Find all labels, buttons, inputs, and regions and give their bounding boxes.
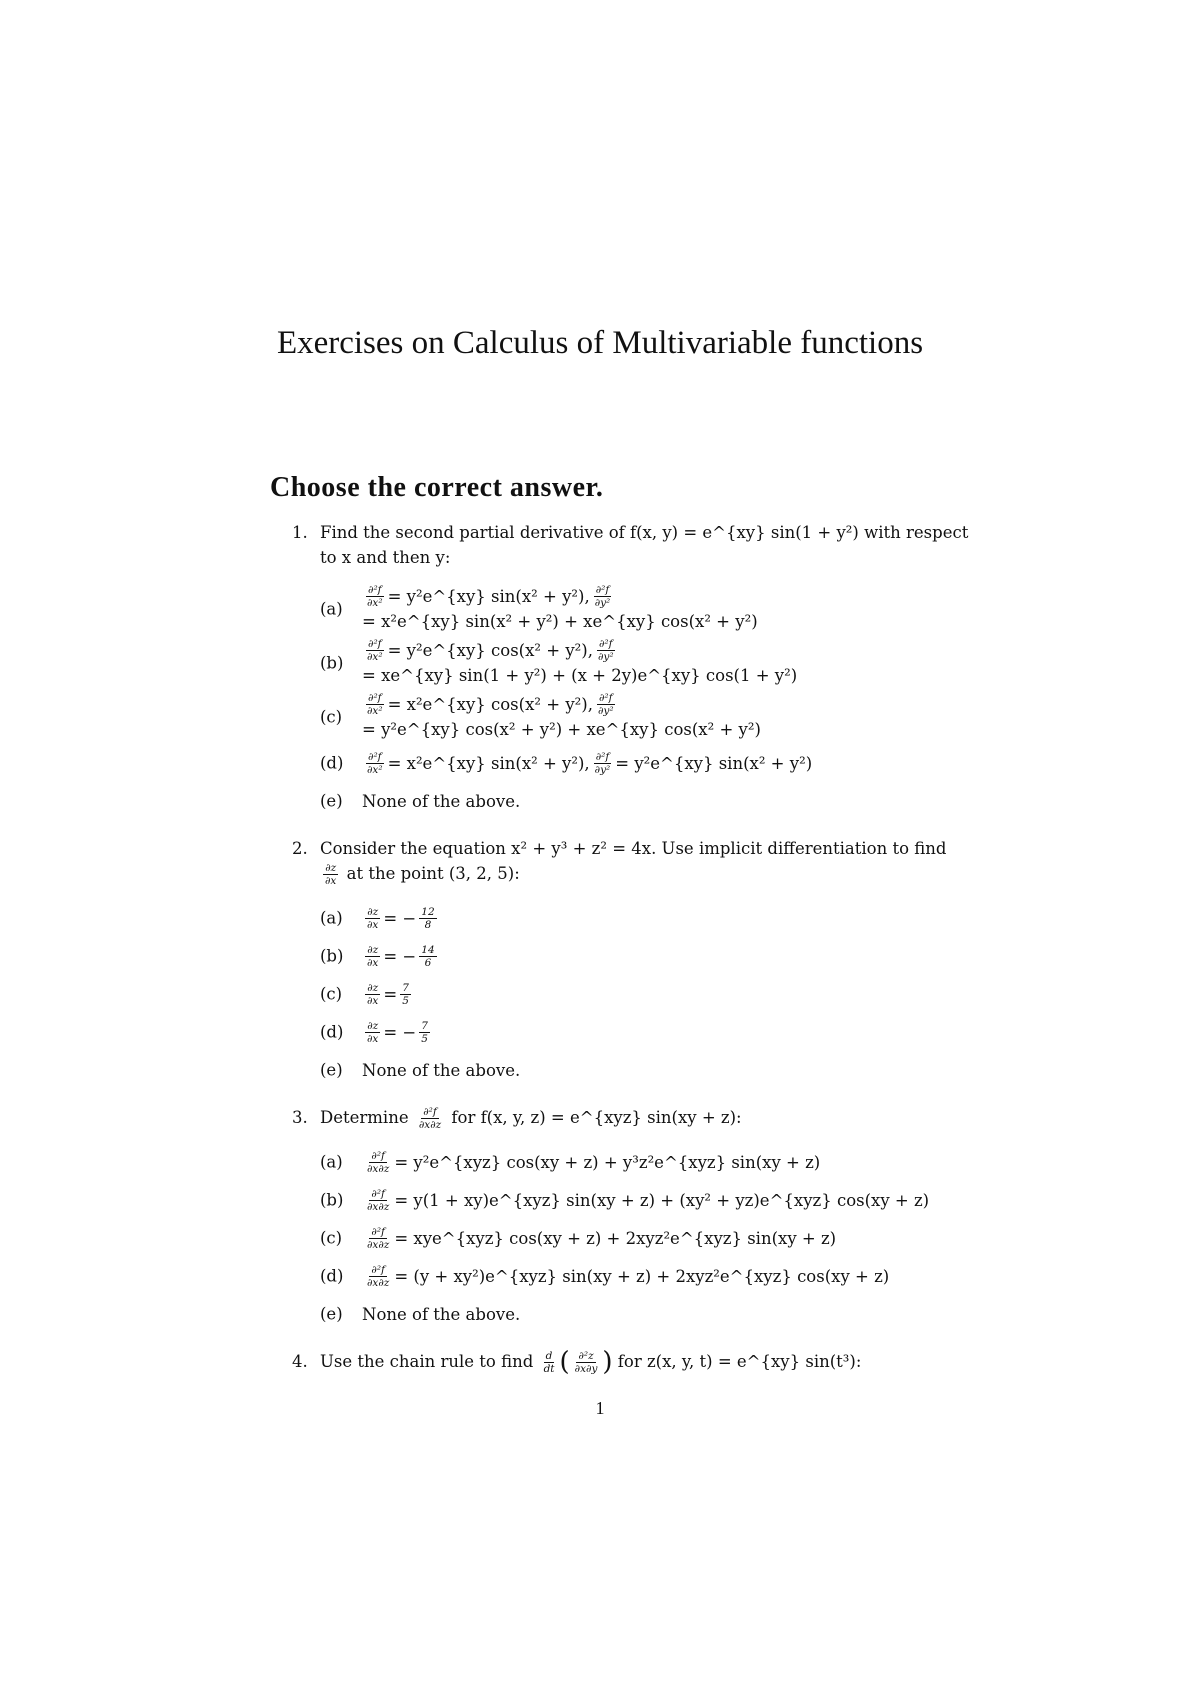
- option-list: [320, 887, 970, 1105]
- question-text-post: for f(x, y, z) = e^{xyz} sin(xy + z):: [451, 1108, 742, 1127]
- frac-numerator: ∂²f: [368, 584, 382, 596]
- option-label: (e): [320, 1060, 343, 1080]
- frac-denominator: ∂x²: [367, 651, 383, 663]
- fraction: [365, 982, 380, 1007]
- question-number: 4.: [292, 1352, 308, 1371]
- option-label: (d): [320, 753, 344, 773]
- question-list: [270, 520, 970, 1375]
- option-label: (c): [320, 1228, 343, 1248]
- frac-denominator: ∂x∂z: [367, 1162, 390, 1175]
- fraction: [542, 1350, 557, 1375]
- option-label: (c): [320, 707, 343, 727]
- option-e[interactable]: [320, 1297, 970, 1331]
- section-heading: Choose the correct answer.: [270, 472, 604, 503]
- fraction: [323, 862, 338, 887]
- question-4: [270, 1349, 970, 1375]
- frac-denominator: ∂x²: [367, 705, 383, 717]
- frac-numerator: 14: [421, 943, 435, 956]
- fraction: [365, 1226, 391, 1251]
- option-expression: = xe^{xy} sin(1 + y²) + (x + 2y)e^{xy} cos(1 + y²): [362, 666, 798, 685]
- right-paren: ): [602, 1347, 613, 1377]
- option-e[interactable]: [320, 784, 970, 818]
- option-label: (e): [320, 1304, 343, 1324]
- question-text-post: at the point (3, 2, 5):: [346, 864, 520, 883]
- option-expression: = (y + xy²)e^{xyz} sin(xy + z) + 2xyz²e^{xyz} cos(xy + z): [394, 1266, 890, 1286]
- question-text: [320, 836, 970, 887]
- question-text: Find the second partial derivative of f(x, y) = e^{xy} sin(1 + y²) with respect to x and then y:: [320, 523, 969, 567]
- equals-sign: =: [383, 984, 398, 1004]
- option-expression: = y(1 + xy)e^{xyz} sin(xy + z) + (xy² + yz)e^{xyz} cos(xy + z): [394, 1190, 930, 1210]
- frac-denominator: ∂x∂z: [367, 1238, 390, 1251]
- fraction: [593, 584, 613, 609]
- option-d[interactable]: [320, 746, 970, 780]
- frac-numerator: ∂z: [367, 943, 379, 956]
- option-expression: = y²e^{xy} cos(x² + y²),: [387, 641, 593, 660]
- fraction: [365, 692, 385, 717]
- fraction: [400, 982, 411, 1007]
- option-expression: = y²e^{xy} sin(x² + y²): [615, 753, 813, 773]
- frac-numerator: ∂²f: [368, 638, 382, 650]
- option-label: (c): [320, 984, 343, 1004]
- option-label: (b): [320, 1190, 344, 1210]
- option-a[interactable]: [320, 901, 970, 935]
- frac-numerator: ∂z: [367, 905, 379, 918]
- fraction: [365, 1020, 380, 1045]
- option-e[interactable]: [320, 1053, 970, 1087]
- option-expression: = x²e^{xy} sin(x² + y²) + xe^{xy} cos(x² + y²): [362, 612, 758, 631]
- frac-numerator: ∂²f: [371, 1149, 385, 1162]
- option-label: (a): [320, 908, 343, 928]
- fraction: [365, 906, 380, 931]
- frac-denominator: 8: [424, 918, 432, 931]
- page-number: 1: [595, 1398, 605, 1418]
- option-label: (e): [320, 791, 343, 811]
- page-title: Exercises on Calculus of Multivariable functions: [276, 325, 924, 361]
- fraction: [365, 751, 385, 776]
- option-list: [320, 570, 970, 836]
- frac-denominator: ∂y²: [594, 597, 611, 609]
- option-b[interactable]: [320, 939, 970, 973]
- fraction: [419, 944, 436, 969]
- question-3: [270, 1105, 970, 1349]
- fraction: [573, 1350, 600, 1375]
- frac-denominator: ∂x∂z: [367, 1200, 390, 1213]
- frac-denominator: ∂x∂z: [418, 1119, 442, 1131]
- question-text-post: for z(x, y, t) = e^{xy} sin(t³):: [617, 1352, 862, 1371]
- question-number: 2.: [292, 839, 308, 858]
- frac-numerator: ∂²f: [598, 692, 613, 704]
- frac-numerator: ∂z: [367, 1019, 379, 1032]
- frac-numerator: ∂²f: [371, 1225, 385, 1238]
- option-a[interactable]: [320, 584, 970, 634]
- question-text-pre: Consider the equation x² + y³ + z² = 4x. Use implicit differentiation to find: [320, 839, 947, 858]
- frac-denominator: ∂x∂z: [367, 1276, 390, 1289]
- question-text-pre: Determine: [320, 1108, 409, 1127]
- frac-denominator: ∂x: [325, 875, 337, 887]
- frac-numerator: ∂²f: [371, 1187, 385, 1200]
- question-text: [320, 1349, 970, 1375]
- option-text: None of the above.: [362, 1304, 521, 1324]
- option-text: None of the above.: [362, 791, 521, 811]
- frac-numerator: ∂²f: [595, 584, 610, 596]
- fraction: [593, 751, 613, 776]
- option-expression: = y²e^{xy} sin(x² + y²),: [387, 587, 590, 606]
- question-number: 1.: [292, 523, 308, 542]
- frac-denominator: 5: [402, 994, 409, 1007]
- question-2: [270, 836, 970, 1105]
- fraction: [365, 638, 385, 663]
- option-a[interactable]: [320, 1145, 970, 1179]
- option-b[interactable]: [320, 638, 970, 688]
- question-text-pre: Use the chain rule to find: [320, 1352, 534, 1371]
- option-expression: = xye^{xyz} cos(xy + z) + 2xyz²e^{xyz} sin(xy + z): [394, 1228, 837, 1248]
- fraction: [365, 1150, 391, 1175]
- frac-denominator: ∂y²: [597, 651, 614, 663]
- frac-numerator: 7: [421, 1019, 428, 1032]
- equals-sign: = −: [383, 908, 417, 928]
- equals-sign: = −: [383, 946, 417, 966]
- frac-denominator: ∂x: [367, 956, 379, 969]
- fraction: [417, 1106, 443, 1131]
- fraction: [419, 1020, 430, 1045]
- frac-numerator: ∂z: [325, 862, 337, 874]
- frac-denominator: ∂x: [367, 1032, 379, 1045]
- option-c[interactable]: [320, 692, 970, 742]
- fraction: [365, 1264, 391, 1289]
- fraction: [365, 1188, 391, 1213]
- option-label: (d): [320, 1022, 344, 1042]
- fraction: [596, 692, 616, 717]
- frac-denominator: ∂y²: [594, 763, 611, 776]
- option-expression: = x²e^{xy} cos(x² + y²),: [387, 695, 593, 714]
- option-label: (a): [320, 599, 343, 619]
- option-b[interactable]: [320, 1183, 970, 1217]
- option-label: (a): [320, 1152, 343, 1172]
- option-label: (d): [320, 1266, 344, 1286]
- equals-sign: = −: [383, 1022, 417, 1042]
- option-d[interactable]: [320, 1015, 970, 1049]
- frac-numerator: d: [545, 1350, 553, 1362]
- option-label: (b): [320, 653, 344, 673]
- option-expression: = x²e^{xy} sin(x² + y²),: [387, 753, 590, 773]
- option-c[interactable]: [320, 1221, 970, 1255]
- option-list: [320, 1131, 970, 1349]
- frac-numerator: ∂²f: [368, 692, 382, 704]
- frac-denominator: ∂x²: [367, 763, 383, 776]
- fraction: [419, 906, 436, 931]
- left-paren: (: [559, 1347, 570, 1377]
- frac-denominator: 6: [424, 956, 432, 969]
- option-c[interactable]: [320, 977, 970, 1011]
- fraction: [365, 944, 380, 969]
- option-expression: = y²e^{xy} cos(x² + y²) + xe^{xy} cos(x² + y²): [362, 720, 761, 739]
- question-number: 3.: [292, 1108, 308, 1127]
- option-d[interactable]: [320, 1259, 970, 1293]
- frac-numerator: ∂²f: [371, 1263, 385, 1276]
- frac-numerator: 7: [402, 981, 409, 994]
- fraction: [365, 584, 385, 609]
- option-label: (b): [320, 946, 344, 966]
- frac-denominator: ∂x: [367, 918, 379, 931]
- frac-denominator: ∂x²: [367, 597, 383, 609]
- question-text: [320, 1105, 970, 1131]
- frac-numerator: ∂z: [367, 981, 379, 994]
- option-text: None of the above.: [362, 1060, 521, 1080]
- frac-numerator: ∂²f: [595, 750, 610, 763]
- frac-denominator: ∂y²: [597, 705, 614, 717]
- frac-numerator: ∂²f: [368, 750, 382, 763]
- frac-numerator: 12: [421, 905, 435, 918]
- frac-numerator: ∂²z: [578, 1350, 594, 1362]
- frac-numerator: ∂²f: [598, 638, 613, 650]
- frac-denominator: dt: [543, 1363, 555, 1375]
- frac-denominator: ∂x∂y: [574, 1363, 598, 1375]
- frac-denominator: 5: [421, 1032, 428, 1045]
- question-1: [270, 520, 970, 836]
- fraction: [596, 638, 616, 663]
- frac-numerator: ∂²f: [423, 1106, 437, 1118]
- frac-denominator: ∂x: [367, 994, 379, 1007]
- option-expression: = y²e^{xyz} cos(xy + z) + y³z²e^{xyz} sin(xy + z): [394, 1152, 821, 1172]
